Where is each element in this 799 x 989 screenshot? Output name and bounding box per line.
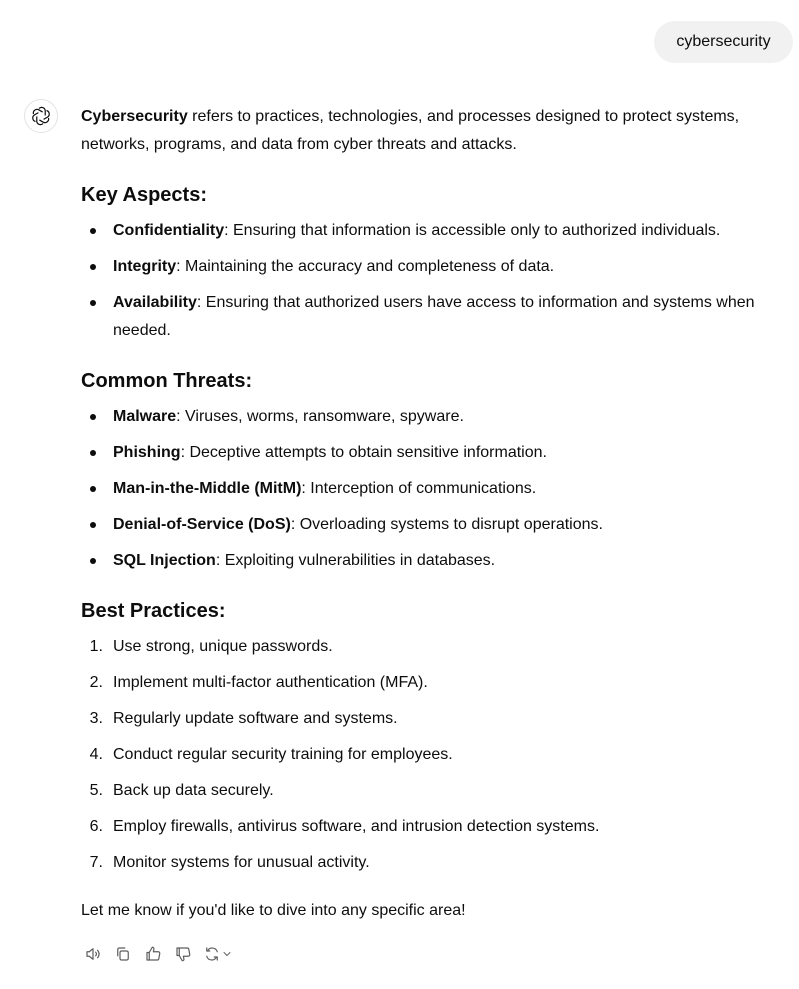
chevron-down-icon (221, 948, 233, 960)
good-response-button[interactable] (141, 942, 165, 966)
item-term: SQL Injection (113, 552, 216, 569)
item-text: : Interception of communications. (301, 480, 537, 497)
item-text: Regularly update software and systems. (113, 710, 398, 727)
assistant-response (81, 103, 771, 925)
item-text: : Overloading systems to disrupt operations. (290, 516, 603, 533)
item-number: 7. (89, 854, 103, 871)
thumbs-down-icon (174, 945, 192, 963)
heading-key-aspects: Key Aspects: (81, 184, 207, 206)
assistant-avatar (24, 99, 58, 133)
bad-response-button[interactable] (171, 942, 195, 966)
item-text: Conduct regular security training for employees. (113, 746, 453, 763)
item-text: : Ensuring that information is accessible only to authorized individuals. (224, 222, 721, 239)
item-term: Man-in-the-Middle (MitM) (113, 480, 302, 497)
list-item (81, 439, 771, 467)
intro-paragraph (81, 103, 771, 159)
item-term: Integrity (113, 258, 177, 275)
list-item (81, 403, 771, 431)
list-item (81, 633, 771, 661)
copy-button[interactable] (111, 942, 135, 966)
list-item (81, 705, 771, 733)
common-threats-list (81, 403, 771, 575)
item-number: 2. (89, 674, 103, 691)
item-term: Denial-of-Service (DoS) (113, 516, 291, 533)
regenerate-icon (203, 945, 221, 963)
user-message-bubble (654, 21, 793, 63)
list-item (81, 511, 771, 539)
list-item (81, 217, 771, 245)
list-item (81, 547, 771, 575)
key-aspects-list (81, 217, 771, 345)
user-message-text: cybersecurity (676, 33, 771, 50)
list-item (81, 777, 771, 805)
thumbs-up-icon (144, 945, 162, 963)
heading-common-threats: Common Threats: (81, 370, 253, 392)
best-practices-list (81, 633, 771, 877)
item-number: 4. (89, 746, 103, 763)
item-text: : Deceptive attempts to obtain sensitive information. (180, 444, 547, 461)
list-item (81, 813, 771, 841)
list-item (81, 475, 771, 503)
item-text: Use strong, unique passwords. (113, 638, 333, 655)
closing-paragraph: Let me know if you'd like to dive into any specific area! (81, 902, 466, 919)
item-text: : Ensuring that authorized users have access to information and systems when needed. (113, 294, 755, 339)
item-number: 5. (89, 782, 103, 799)
list-item (81, 849, 771, 877)
openai-logo-icon (30, 105, 52, 127)
list-item (81, 289, 771, 345)
item-text: : Viruses, worms, ransomware, spyware. (176, 408, 464, 425)
copy-icon (114, 945, 132, 963)
intro-term: Cybersecurity (81, 108, 188, 125)
item-term: Phishing (113, 444, 181, 461)
item-text: Monitor systems for unusual activity. (113, 854, 370, 871)
speaker-icon (84, 945, 102, 963)
item-number: 6. (89, 818, 103, 835)
item-number: 1. (89, 638, 103, 655)
regenerate-button[interactable] (201, 942, 235, 966)
message-actions (81, 942, 235, 966)
heading-best-practices: Best Practices: (81, 600, 226, 622)
item-term: Confidentiality (113, 222, 225, 239)
item-text: Employ firewalls, antivirus software, and intrusion detection systems. (113, 818, 600, 835)
item-text: Back up data securely. (113, 782, 274, 799)
item-text: : Exploiting vulnerabilities in databases. (215, 552, 496, 569)
list-item (81, 669, 771, 697)
list-item (81, 741, 771, 769)
item-term: Availability (113, 294, 197, 311)
item-text: Implement multi-factor authentication (MFA). (113, 674, 428, 691)
item-term: Malware (113, 408, 177, 425)
intro-text: refers to practices, technologies, and processes designed to protect systems, networks, programs, and data from cyber threats and attacks. (81, 108, 740, 153)
list-item (81, 253, 771, 281)
item-number: 3. (89, 710, 103, 727)
read-aloud-button[interactable] (81, 942, 105, 966)
item-text: : Maintaining the accuracy and completeness of data. (176, 258, 555, 275)
